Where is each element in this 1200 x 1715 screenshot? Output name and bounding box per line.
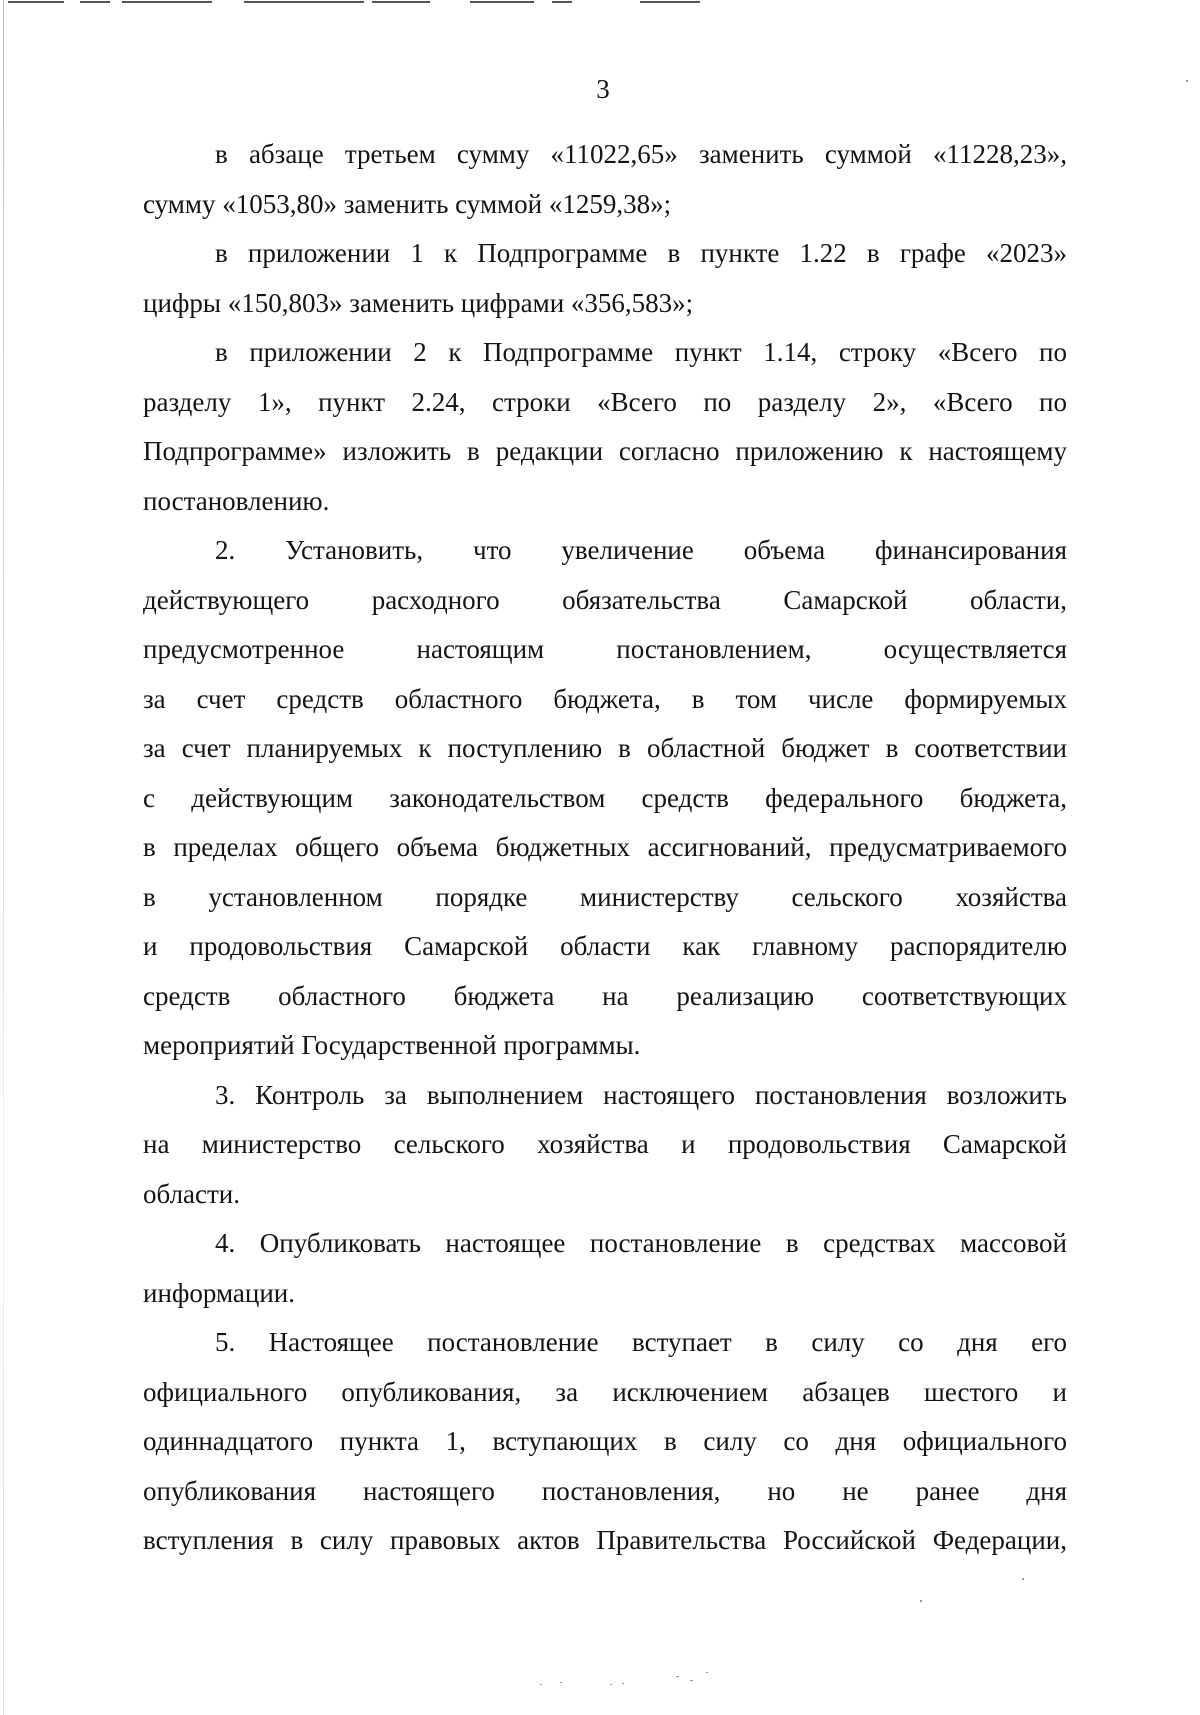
text-line: с действующим законодательством средств федерального бюджета, bbox=[143, 782, 1067, 813]
text-line: в установленном порядке министерству сельского хозяйства bbox=[143, 881, 1067, 912]
text-line: мероприятий Государственной программы. bbox=[143, 1030, 641, 1060]
scan-artifact-top-edge bbox=[0, 0, 1200, 6]
text-line: средств областного бюджета на реализацию соответствующих bbox=[143, 980, 1067, 1011]
paragraph-item-5 bbox=[143, 1318, 1067, 1566]
text-line: на министерство сельского хозяйства и продовольствия Самарской bbox=[143, 1129, 1067, 1159]
paragraph-item-3 bbox=[143, 1071, 1067, 1220]
text-line: 4. Опубликовать настоящее постановление в средствах массовой bbox=[215, 1228, 1067, 1258]
text-line: постановлению. bbox=[143, 485, 330, 516]
scan-artifact-left-edge bbox=[3, 0, 4, 1715]
text-line: в абзаце третьем сумму «11022,65» заменить суммой «11228,23», bbox=[215, 139, 1067, 169]
paragraph-item-4 bbox=[143, 1219, 1067, 1318]
text-line: опубликования настоящего постановления, но не ранее дня bbox=[143, 1475, 1067, 1506]
text-line: действующего расходного обязательства Самарской области, bbox=[143, 584, 1067, 615]
text-line: 2. Установить, что увеличение объема финансирования bbox=[215, 535, 1067, 565]
text-line: в приложении 2 к Подпрограмме пункт 1.14, строку «Всего по bbox=[215, 337, 1067, 367]
paragraph-budget-amount bbox=[143, 130, 1067, 229]
text-line: вступления в силу правовых актов Правительства Российской Федерации, bbox=[143, 1525, 1067, 1555]
paragraph-item-2 bbox=[143, 526, 1067, 1071]
text-line: за счет средств областного бюджета, в том числе формируемых bbox=[143, 683, 1067, 714]
page-number: 3 bbox=[596, 74, 610, 104]
text-line: сумму «1053,80» заменить суммой «1259,38»; bbox=[143, 188, 672, 219]
text-line: цифры «150,803» заменить цифрами «356,583»; bbox=[143, 287, 694, 318]
text-line: информации. bbox=[143, 1277, 295, 1308]
text-line: в пределах общего объема бюджетных ассигнований, предусматриваемого bbox=[143, 832, 1067, 862]
text-line: предусмотренное настоящим постановлением, осуществляется bbox=[143, 634, 1067, 664]
text-line: области. bbox=[143, 1178, 241, 1209]
text-line: 3. Контроль за выполнением настоящего постановления возложить bbox=[215, 1079, 1067, 1110]
text-line: официального опубликования, за исключением абзацев шестого и bbox=[143, 1376, 1067, 1407]
paragraph-appendix-2 bbox=[143, 328, 1067, 526]
document-body bbox=[143, 130, 1067, 1566]
text-line: за счет планируемых к поступлению в областной бюджет в соответствии bbox=[143, 733, 1067, 763]
text-line: Подпрограмме» изложить в редакции согласно приложению к настоящему bbox=[143, 436, 1067, 466]
paragraph-appendix-1 bbox=[143, 229, 1067, 328]
text-line: 5. Настоящее постановление вступает в силу со дня его bbox=[215, 1327, 1067, 1357]
text-line: в приложении 1 к Подпрограмме в пункте 1.22 в графе «2023» bbox=[215, 238, 1067, 268]
text-line: и продовольствия Самарской области как главному распорядителю bbox=[143, 931, 1067, 961]
text-line: разделу 1», пункт 2.24, строки «Всего по разделу 2», «Всего по bbox=[143, 386, 1067, 417]
text-line: одиннадцатого пункта 1, вступающих в силу со дня официального bbox=[143, 1426, 1067, 1456]
